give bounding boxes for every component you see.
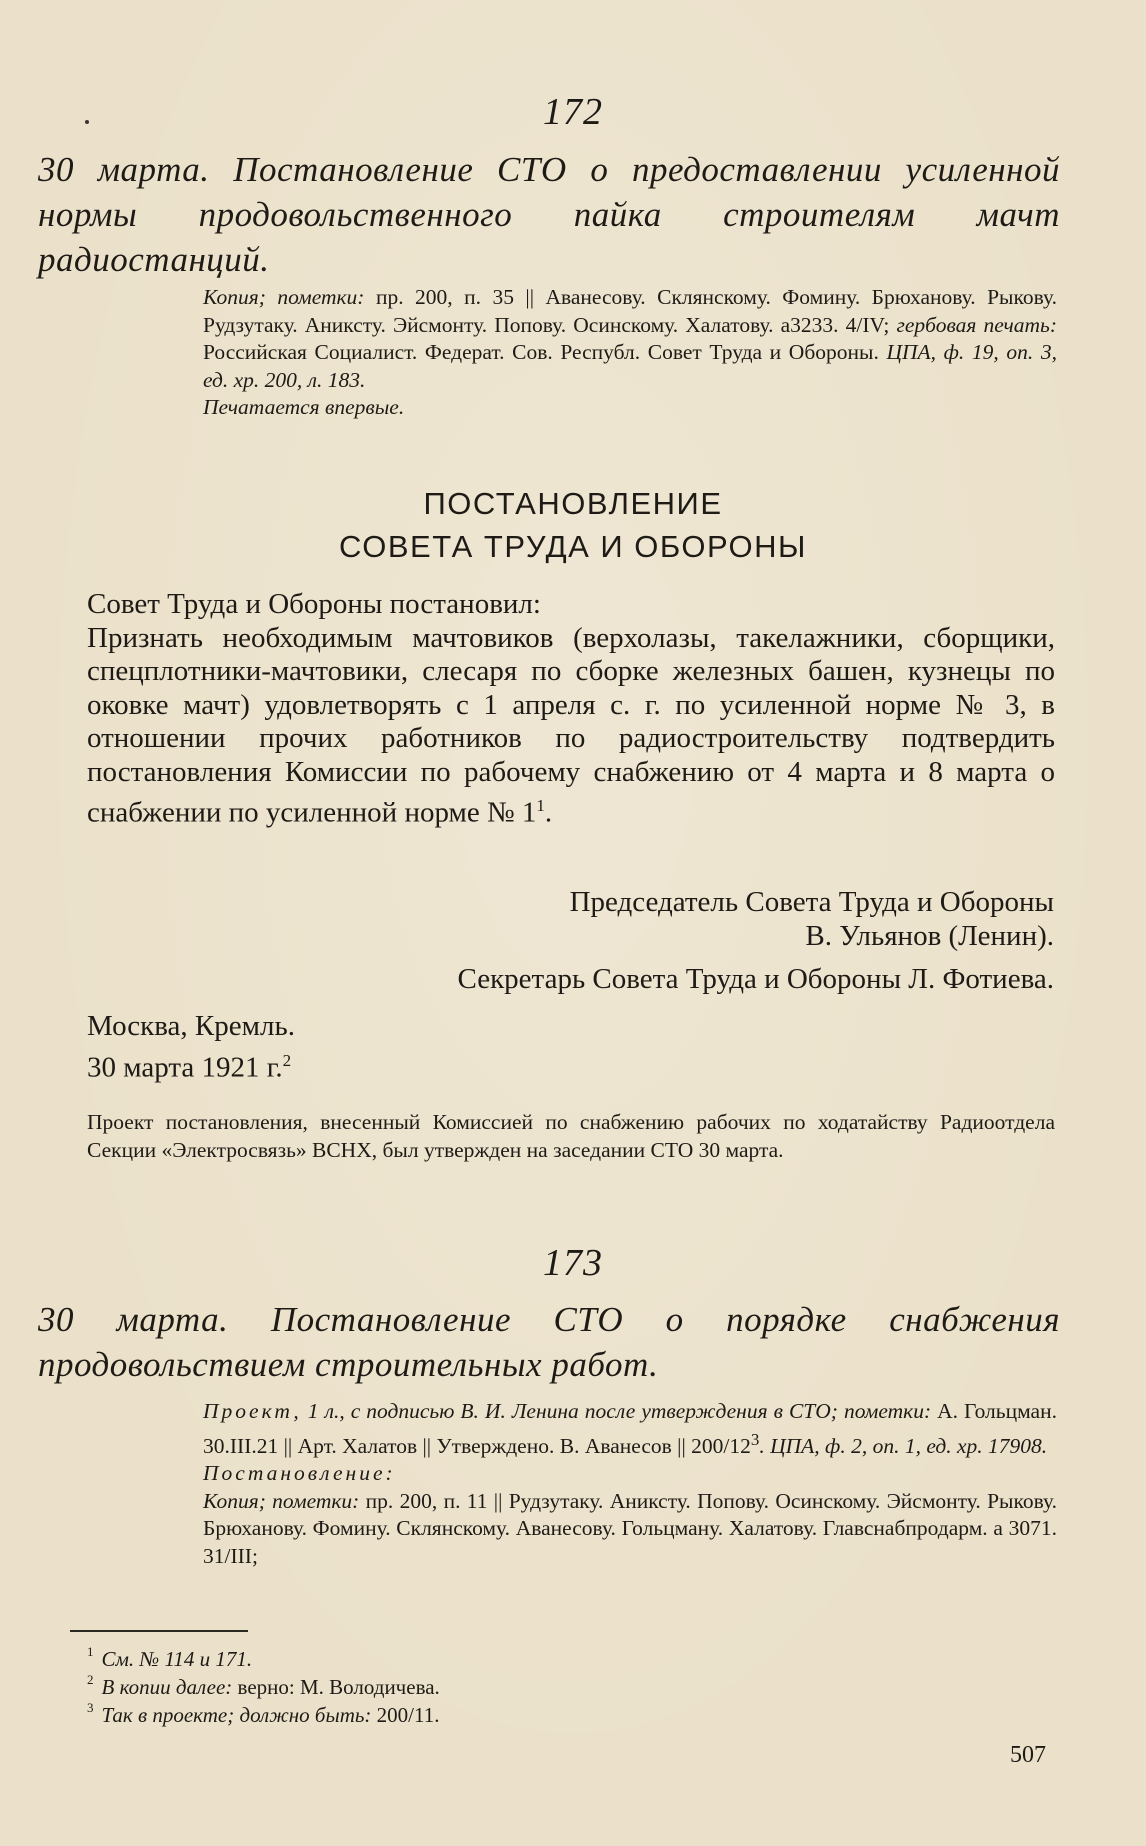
document-number-172: 172: [543, 91, 603, 133]
footnote-italic: Так в проекте; должно быть:: [101, 1703, 372, 1727]
signature-secretary: Секретарь Совета Труда и Обороны Л. Фотиева.: [457, 963, 1054, 995]
seal-text: Российская Социалист. Федерат. Сов. Республ. Совет Труда и Обороны.: [203, 340, 887, 364]
decree-paragraph: Признать необходимым мачтовиков (верхолазы, такелажники, сборщики, спецплотники-мачтовики, слесаря по сборке железных башен, кузнецы по оковке мачт) удовлетворять с 1 апреля с. г. по усиленной норме № 3, в отношении прочих работников по радиостроительству подтвердить постановления Комиссии по рабочему снабжению от 4 марта и 8 марта о снабжении по усиленной норме № 1: [87, 621, 1055, 829]
decree-title-line-1: ПОСТАНОВЛЕНИЕ: [423, 486, 723, 521]
footnote-divider: [70, 1630, 248, 1632]
footnote-text: 200/11.: [371, 1703, 440, 1727]
place: Москва, Кремль.: [87, 1010, 295, 1042]
signature-chairman-title: Председатель Совета Труда и Обороны: [569, 886, 1054, 918]
footnote-ref-3: 3: [750, 1429, 760, 1449]
source-note-172: [203, 284, 1057, 422]
place-date: [87, 1010, 295, 1085]
archive-reference: ЦПА, ф. 19, оп. 3, ед. хр. 200, л. 183.: [203, 340, 1058, 392]
draft-text: А. Гольцман. 30.III.21 || Арт. Халатов || Утверждено. В. Аванесов || 200/12: [203, 1399, 1057, 1458]
published-note: Печатается впервые.: [203, 395, 405, 419]
footnote-3: [87, 1696, 439, 1729]
date: [87, 1044, 295, 1085]
decree-title-line-2: СОВЕТА ТРУДА И ОБОРОНЫ: [339, 529, 807, 564]
document-number-173: 173: [543, 1242, 603, 1284]
footnote-italic: См. № 114 и 171.: [101, 1647, 253, 1671]
copy-label: Копия; пометки:: [203, 1488, 360, 1513]
decree-label: Постановление:: [203, 1461, 396, 1486]
date-text: 30 марта 1921 г.: [87, 1051, 283, 1084]
source-note-173: [203, 1398, 1057, 1570]
page-number: 507: [1010, 1742, 1046, 1768]
footnote-text: верно: М. Володичева.: [232, 1675, 440, 1699]
footnote-ref-1: 1: [536, 796, 545, 815]
document-heading-172: 30 марта. Постановление СТО о предоставлении усиленной нормы продовольственного пайка строителям мачт радиостанций.: [38, 150, 1060, 279]
seal-label: гербовая печать:: [896, 312, 1057, 337]
draft-archive: . ЦПА, ф. 2, оп. 1, ед. хр. 17908.: [759, 1433, 1048, 1458]
decree-text: [87, 622, 1055, 831]
footnote-mark: 3: [87, 1700, 94, 1715]
footnote-mark: 1: [87, 1644, 94, 1659]
decree-intro: Совет Труда и Обороны постановил:: [87, 588, 541, 620]
footnote-mark: 2: [87, 1672, 94, 1687]
editorial-comment: Проект постановления, внесенный Комиссией по снабжению рабочих по ходатайству Радиоотдела Секции «Электросвязь» ВСНХ, был утвержден на заседании СТО 30 марта.: [87, 1110, 1055, 1162]
draft-description: 1 л., с подписью В. И. Ленина после утверждения в СТО; пометки:: [301, 1399, 932, 1423]
footnote-ref-2: 2: [282, 1050, 292, 1070]
signature-chairman: [570, 886, 1054, 953]
decree-paragraph-end: .: [544, 796, 553, 829]
source-label: Копия; пометки:: [203, 285, 365, 309]
copy-text: пр. 200, п. 11 || Рудзутаку. Аниксту. Попову. Осинскому. Эйсмонту. Рыкову. Брюханову. Фомину. Склянскому. Аванесову. Гольцману. Халатову. Главснабпродарм. а 3071. 31/III;: [203, 1488, 1057, 1568]
signature-chairman-name: В. Ульянов (Ленин).: [805, 919, 1054, 952]
document-heading-173: 30 марта. Постановление СТО о порядке снабжения продовольствием строительных работ.: [38, 1300, 1060, 1384]
draft-label: Проект,: [203, 1399, 302, 1423]
decree-body: [87, 588, 1055, 830]
footnote-italic: В копии далее:: [101, 1675, 233, 1699]
source-text: пр. 200, п. 35 || Аванесову. Склянскому. Фомину. Брюханову. Рыкову. Рудзутаку. Аниксту. Эйсмонту. Попову. Осинскому. Халатову. а3233. 4/IV;: [203, 285, 1057, 337]
